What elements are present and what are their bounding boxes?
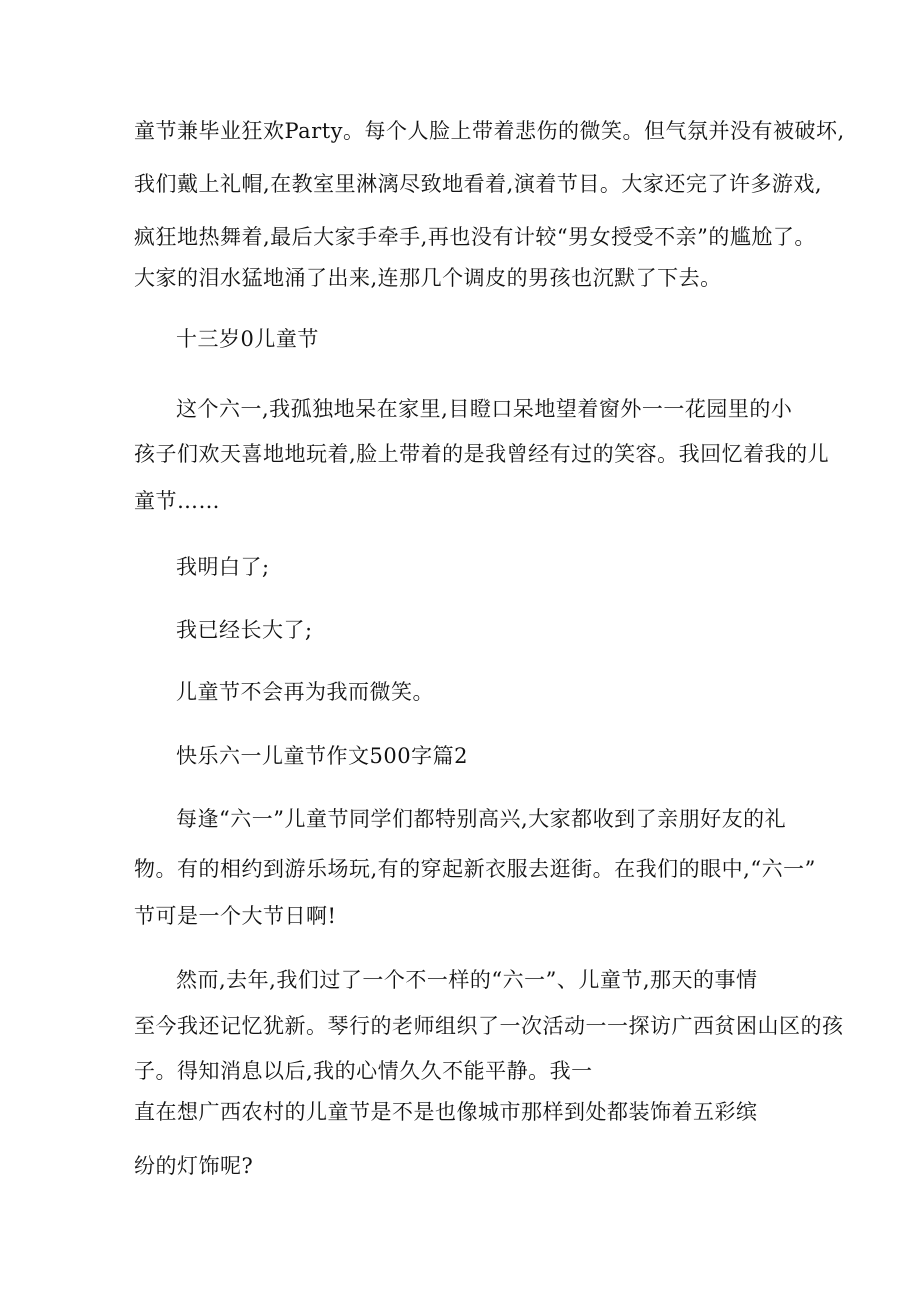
text-line: 童节…… [134,489,220,513]
text-line: 节可是一个大节日啊! [134,904,337,928]
text-line: 然而,去年,我们过了一个不一样的“六一”、儿童节,那天的事情 [176,968,758,992]
text-line: 童节兼毕业狂欢Party。每个人脸上带着悲伤的微笑。但气氛并没有被破坏, [134,119,845,143]
text-line: 我明白了; [176,555,270,579]
text-line: 儿童节不会再为我而微笑。 [176,680,434,704]
text-line: 我已经长大了; [176,618,313,642]
section-heading: 十三岁0儿童节 [176,327,319,351]
text-line: 至今我还记忆犹新。琴行的老师组织了一次活动一一探访广西贫困山区的孩 [134,1014,844,1038]
section-heading: 快乐六一儿童节作文500字篇2 [176,744,468,768]
text-line: 大家的泪水猛地涌了出来,连那几个调皮的男孩也沉默了下去。 [134,266,722,290]
text-line: 这个六一,我孤独地呆在家里,目瞪口呆地望着窗外一一花园里的小 [176,397,793,421]
text-line: 疯狂地热舞着,最后大家手牵手,再也没有计较“男女授受不亲”的尴尬了。 [134,225,816,249]
text-line: 直在想广西农村的儿童节是不是也像城市那样到处都装饰着五彩缤 [134,1100,758,1124]
text-line: 每逢“六一”儿童节同学们都特别高兴,大家都收到了亲朋好友的礼 [176,807,787,831]
text-line: 孩子们欢天喜地地玩着,脸上带着的是我曾经有过的笑容。我回忆着我的儿 [134,442,830,466]
text-line: 子。得知消息以后,我的心情久久不能平静。我一 [134,1059,593,1083]
text-line: 物。有的相约到游乐场玩,有的穿起新衣服去逛街。在我们的眼中,“六一” [134,857,816,881]
text-line: 纷的灯饰呢? [134,1154,254,1178]
text-line: 我们戴上礼帽,在教室里淋漓尽致地看着,演着节目。大家还完了许多游戏, [134,172,823,196]
